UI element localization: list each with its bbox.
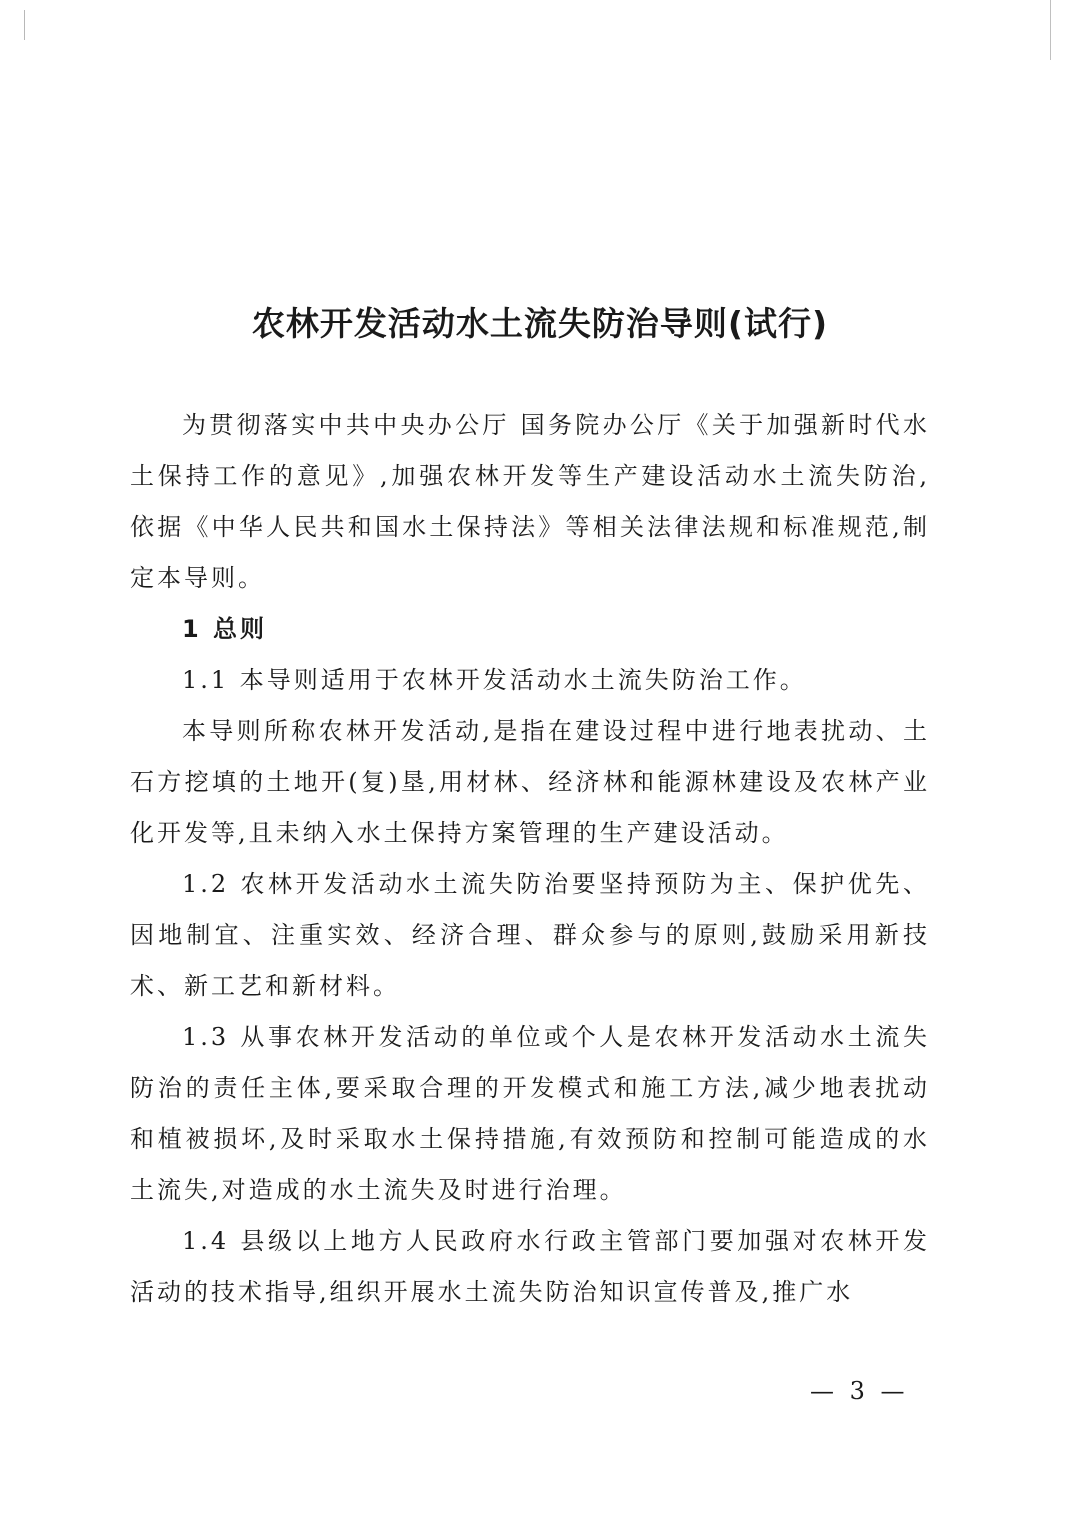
scan-edge-mark-left [24,10,25,40]
paragraph-definition: 本导则所称农林开发活动,是指在建设过程中进行地表扰动、土石方挖填的土地开(复)垦,用材林、经济林和能源林建设及农林产业化开发等,且未纳入水土保持方案管理的生产建设活动。 [130,717,930,847]
page-number: — 3 — [810,1377,909,1405]
paragraph-1-2: 1.2 农林开发活动水土流失防治要坚持预防为主、保护优先、因地制宜、注重实效、经济合理、群众参与的原则,鼓励采用新技术、新工艺和新材料。 [130,870,930,1000]
paragraph-preamble: 为贯彻落实中共中央办公厅 国务院办公厅《关于加强新时代水土保持工作的意见》,加强农林开发等生产建设活动水土流失防治,依据《中华人民共和国水土保持法》等相关法律法规和标准规范,制定本导则。 [130,411,930,592]
section-heading-general: 1 总则 [182,615,268,643]
paragraph-1-4: 1.4 县级以上地方人民政府水行政主管部门要加强对农林开发活动的技术指导,组织开展水土流失防治知识宣传普及,推广水 [130,1227,930,1306]
document-title: 农林开发活动水土流失防治导则(试行) [251,304,829,343]
scan-edge-mark-right [1050,0,1051,60]
paragraph-1-3: 1.3 从事农林开发活动的单位或个人是农林开发活动水土流失防治的责任主体,要采取合理的开发模式和施工方法,减少地表扰动和植被损坏,及时采取水土保持措施,有效预防和控制可能造成的水土流失,对造成的水土流失及时进行治理。 [130,1023,930,1204]
paragraph-1-1: 1.1 本导则适用于农林开发活动水土流失防治工作。 [182,666,807,694]
document-body [130,400,930,1318]
